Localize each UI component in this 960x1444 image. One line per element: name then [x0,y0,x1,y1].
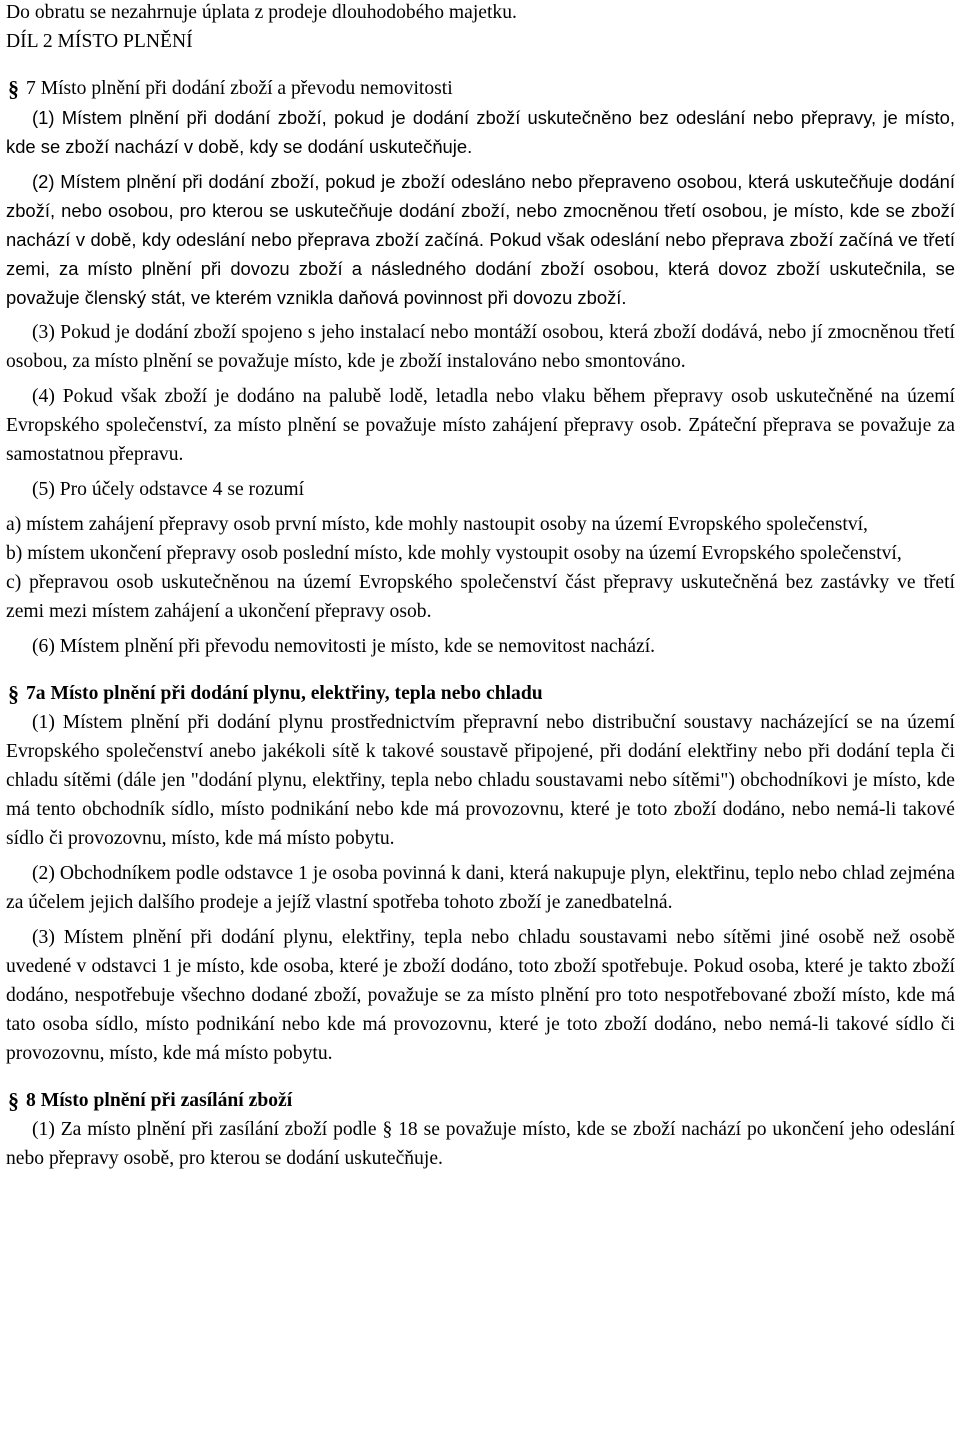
s7-list-item-c: c) přepravou osob uskutečněnou na území Evropského společenství část přepravy uskutečněná bez zastávky ve třetí zemi mezi místem zahájení a ukončení přepravy osob. [6,572,955,622]
s7-paragraph-1: (1) Místem plnění při dodání zboží, pokud je dodání zboží uskutečněno bez odeslání nebo přepravy, je místo, kde se zboží nachází v době, kdy se dodání uskutečňuje. [6,107,955,157]
section-7a-title: 7a Místo plnění při dodání plynu, elektřiny, tepla nebo chladu [26,683,543,704]
section-sign-icon [8,78,20,99]
section-7a-heading [6,679,955,708]
s7-list-item-b: b) místem ukončení přepravy osob poslední místo, kde mohly vystoupit osoby na území Evropského společenství, [6,543,902,564]
s7a-paragraph-3: (3) Místem plnění při dodání plynu, elektřiny, tepla nebo chladu soustavami nebo sítěmi jiné osobě než osobě uvedené v odstavci 1 je místo, kde osoba, které je zboží dodáno, toto zboží spotřebuje. Pokud osoba, které je takto zboží dodáno, nespotřebuje všechno dodané zboží, považuje se za místo plnění pro toto nespotřebované zboží místo, kde má tato osoba sídlo, místo podnikání nebo kde má provozovnu, které je toto zboží dodáno, nebo nemá-li takové sídlo či provozovnu, místo, kde má místo pobytu. [6,927,955,1064]
text-line-top: Do obratu se nezahrnuje úplata z prodeje dlouhodobého majetku. [6,2,517,23]
s7-paragraph-2: (2) Místem plnění při dodání zboží, pokud je zboží odesláno nebo přepraveno osobou, která uskutečňuje dodání zboží, nebo osobou, pro kterou se uskutečňuje dodání zboží, nebo zmocněnou třetí osobou, je místo, kde se zboží nachází v době, kdy odeslání nebo přeprava zboží začíná. Pokud však odeslání nebo přeprava zboží začíná ve třetí zemi, za místo plnění při dovozu zboží a následného dodání zboží osobou, která dovoz zboží uskutečnila, se považuje členský stát, ve kterém vznikla daňová povinnost při dovozu zboží. [6,171,955,308]
section-7-title: 7 Místo plnění při dodání zboží a převodu nemovitosti [26,78,453,99]
section-7-heading [6,74,955,103]
section-8-title: 8 Místo plnění při zasílání zboží [26,1090,293,1111]
svg-text:§: § [8,683,19,705]
s7-paragraph-5: (5) Pro účely odstavce 4 se rozumí [32,479,305,500]
s7-paragraph-6: (6) Místem plnění při převodu nemovitosti je místo, kde se nemovitost nachází. [32,636,656,657]
document-page [6,0,955,1173]
svg-text:§: § [8,1090,19,1112]
s7a-paragraph-2: (2) Obchodníkem podle odstavce 1 je osoba povinná k dani, která nakupuje plyn, elektřinu, teplo nebo chlad zejména za účelem jejich dalšího prodeje a jejíž vlastní spotřeba tohoto zboží je zanedbatelná. [6,863,955,913]
svg-text:§: § [8,78,19,100]
s7-paragraph-4: (4) Pokud však zboží je dodáno na palubě lodě, letadla nebo vlaku během přepravy osob uskutečněné na území Evropského společenství, za místo plnění se považuje místo zahájení přepravy osob. Zpáteční přeprava se považuje za samostatnou přepravu. [6,386,955,465]
s7a-paragraph-1: (1) Místem plnění při dodání plynu prostřednictvím přepravní nebo distribuční soustavy nacházející se na území Evropského společenství anebo jakékoli sítě k takové soustavě připojené, při dodání elektřiny nebo při dodání tepla či chladu sítěmi (dále jen "dodání plynu, elektřiny, tepla nebo chladu soustavami nebo sítěmi") obchodníkovi je místo, kde má tento obchodník sídlo, místo podnikání nebo kde má provozovnu, které je toto zboží dodáno, nebo nemá-li takové sídlo či provozovnu, místo, kde má místo pobytu. [6,712,955,849]
s8-paragraph-1: (1) Za místo plnění při zasílání zboží podle § 18 se považuje místo, kde se zboží nachází po ukončení jeho odeslání nebo přepravy osobě, pro kterou se dodání uskutečňuje. [6,1119,955,1169]
section-8-heading [6,1086,955,1115]
section-sign-icon [8,1090,20,1111]
section-sign-icon [8,683,20,704]
s7-paragraph-3: (3) Pokud je dodání zboží spojeno s jeho instalací nebo montáží osobou, která zboží dodává, nebo jí zmocněnou třetí osobou, za místo plnění se považuje místo, kde je zboží instalováno nebo smontováno. [6,322,955,372]
s7-list-item-a: a) místem zahájení přepravy osob první místo, kde mohly nastoupit osoby na území Evropského společenství, [6,514,868,535]
part-heading: DÍL 2 MÍSTO PLNĚNÍ [6,31,193,52]
